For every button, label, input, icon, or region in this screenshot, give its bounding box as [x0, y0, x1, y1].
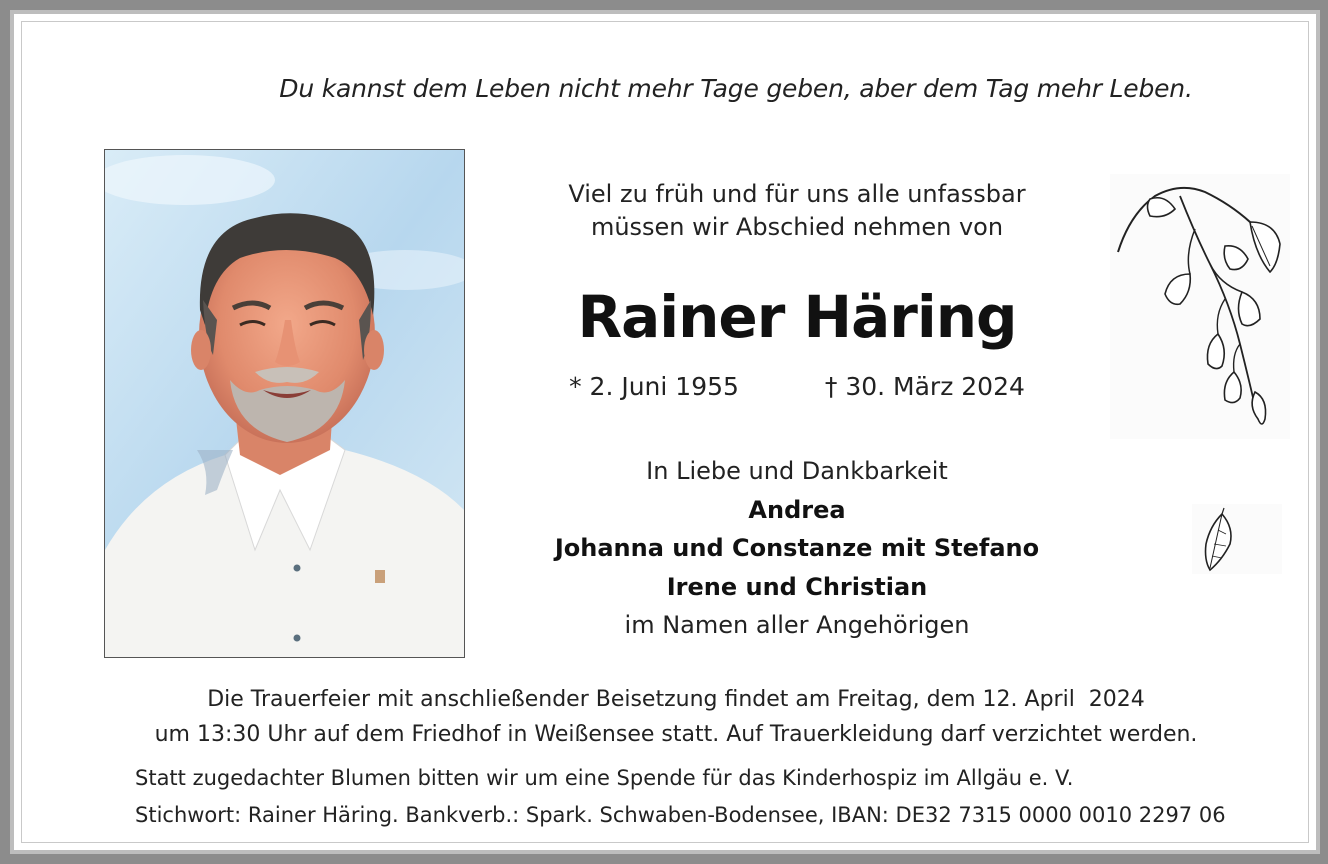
ceremony-info — [22, 682, 1328, 752]
life-dates — [502, 370, 1092, 404]
inner-border — [21, 21, 1309, 843]
mourners-intro: In Liebe und Dankbarkeit — [646, 457, 948, 485]
mourner-name: Johanna und Constanze mit Stefano — [554, 534, 1040, 562]
donation-line-2: Stichwort: Rainer Häring. Bankverb.: Spark. Schwaben-Bodensee, IBAN: DE32 7315 0000 0010 2297 06 — [135, 803, 1226, 827]
birch-branch-illustration — [1110, 174, 1290, 444]
mourners-block — [502, 452, 1092, 645]
obituary-card — [10, 10, 1320, 854]
intro-line-2: müssen wir Abschied nehmen von — [590, 213, 1004, 241]
portrait-photo — [104, 149, 465, 658]
intro-line-1: Viel zu früh und für uns alle unfassbar — [568, 180, 1026, 208]
deceased-name: Rainer Häring — [577, 283, 1017, 351]
birth-date: * 2. Juni 1955 — [569, 372, 739, 401]
motto-quote: Du kannst dem Leben nicht mehr Tage geben, aber dem Tag mehr Leben. — [279, 74, 1193, 103]
mourner-name: Andrea — [748, 495, 846, 524]
falling-leaf-illustration — [1192, 504, 1282, 579]
death-date: † 30. März 2024 — [824, 372, 1025, 401]
intro-text — [502, 178, 1092, 244]
ceremony-line-1: Die Trauerfeier mit anschließender Beisetzung findet am Freitag, dem 12. April 2024 — [207, 687, 1145, 712]
mourners-closing: im Namen aller Angehörigen — [624, 611, 970, 639]
mourner-name: Irene und Christian — [666, 572, 928, 601]
donation-info — [135, 760, 1315, 834]
donation-line-1: Statt zugedachter Blumen bitten wir um eine Spende für das Kinderhospiz im Allgäu e. V. — [135, 766, 1074, 790]
ceremony-line-2: um 13:30 Uhr auf dem Friedhof in Weißensee statt. Auf Trauerkleidung darf verzichtet werden. — [154, 722, 1198, 747]
